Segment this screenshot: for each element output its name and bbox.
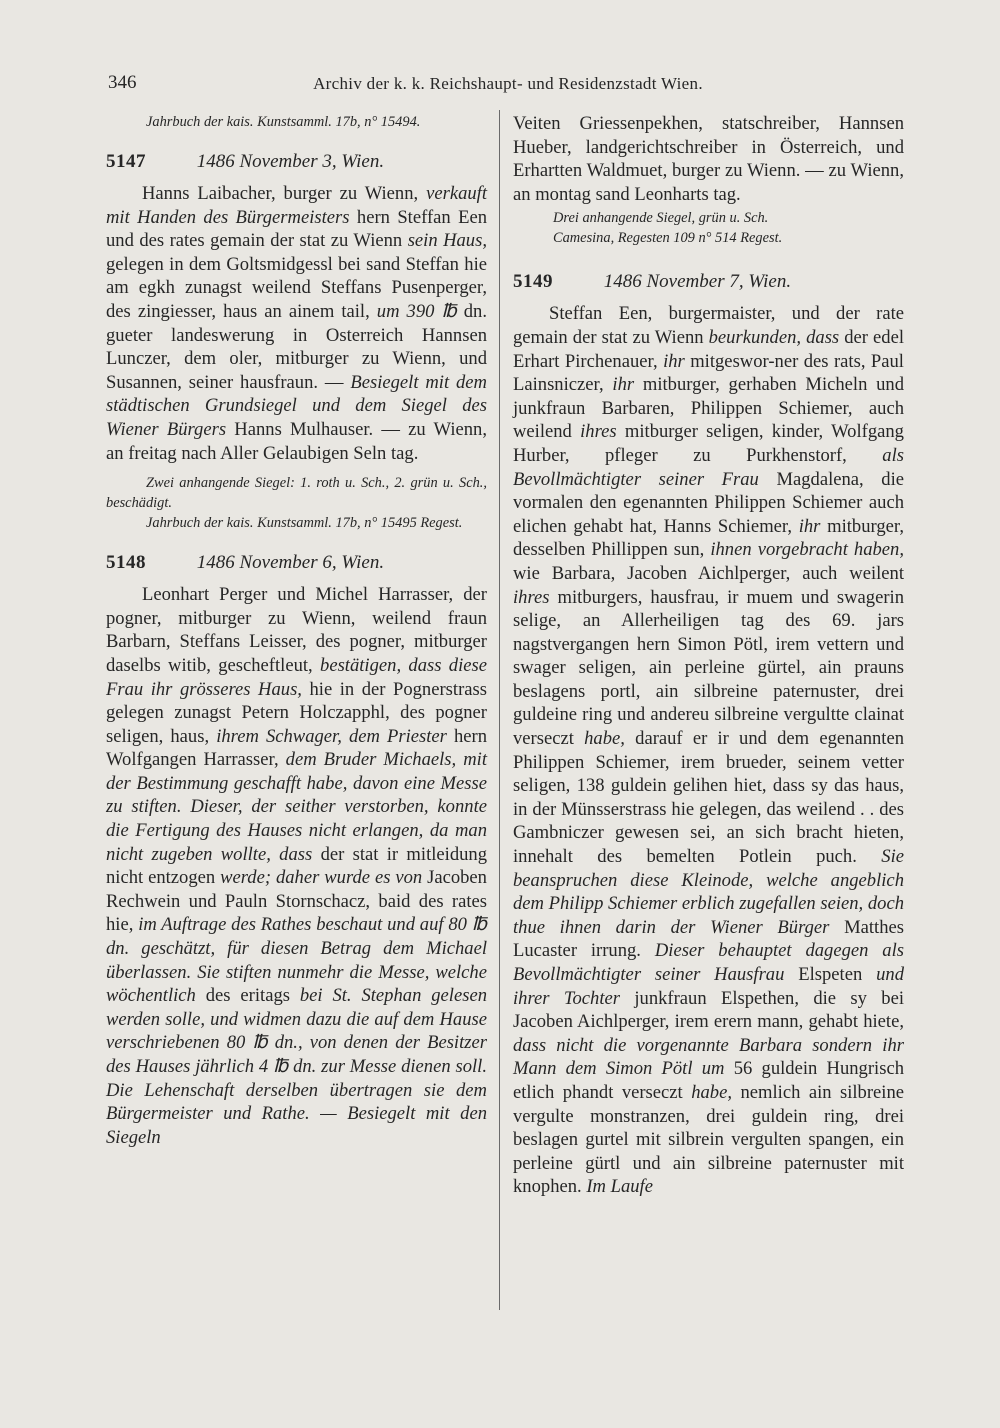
entry-number: 5147 bbox=[106, 151, 146, 172]
entry-text-5149 bbox=[513, 302, 904, 1199]
text-segment-italic: im Auftrage des Rathes beschaut und auf 80 ℔ dn. geschätzt, für diesen Betrag dem Michael überlassen. Sie stiften nunmehr die Messe, welche wöchentlich bbox=[106, 914, 488, 1007]
text-segment: hie in der Pognerstrass gelegen zunagst Petern Holczapphl, des pogner seligen, haus, bbox=[106, 678, 487, 747]
text-segment-italic: Im Laufe bbox=[586, 1176, 653, 1198]
text-segment-italic: habe, bbox=[584, 728, 625, 750]
text-segment: Jacoben Rechwein und Pauln Stornschacz, baid des rates hie, bbox=[106, 867, 487, 936]
text-segment: der edel Erhart Pirchenauer, bbox=[513, 326, 905, 372]
text-segment: der stat ir mitleidung nicht entzogen bbox=[106, 843, 488, 889]
text-segment: dn. gueter landeswerung in Osterreich Hannsen Lunczer, dem oler, mitburger zu Wienn, und Susannen, seiner hausfraun. — bbox=[106, 300, 487, 393]
top-note: Jahrbuch der kais. Kunstsamml. 17b, n° 15494. bbox=[146, 114, 421, 130]
text-segment-italic: dem Bruder Michaels, mit der Bestimmung geschafft habe, davon eine Messe zu stiften. Dieser, der seither verstorben, konnte die Fertigung des Hauses nicht erlangen, da man nicht zugeben wollte, dass bbox=[106, 749, 487, 865]
text-segment-italic: sein Haus, bbox=[407, 230, 487, 252]
text-segment: mitburger, desselben Phillippen sun, bbox=[513, 515, 905, 561]
text-segment-italic: Dieser behauptet dagegen als Bevollmächtigter seiner Hausfrau bbox=[513, 940, 905, 985]
text-segment: Leonhart Perger und Michel Harrasser, der pogner, mitburger zu Wienn, weilend fraun Barbarn, Steffans Leisser, des pogner, mitburger daselbs witib, gescheftleut, bbox=[106, 584, 487, 676]
text-segment-italic: um 390 ℔ bbox=[376, 300, 457, 322]
text-segment: Hanns Mulhauser. — zu Wienn, an freitag nach Aller Gelaubigen Seln tag. bbox=[106, 418, 487, 464]
text-segment: 56 guldein Hungrisch etlich phandt verseczt bbox=[513, 1058, 904, 1103]
text-segment: hern Wolfgangen Harrasser, bbox=[106, 725, 488, 771]
text-segment: Matthes Lucaster irrung. bbox=[513, 916, 904, 962]
text-segment-italic: ihr bbox=[798, 515, 821, 537]
text-segment-italic: ihnen vorgebracht haben, bbox=[710, 539, 905, 561]
text-segment-italic: und ihrer Tochter bbox=[513, 964, 904, 1009]
entry-text-5148-continued bbox=[513, 112, 904, 206]
entry-date: 1486 November 3, Wien. bbox=[196, 151, 385, 172]
page-header bbox=[108, 72, 908, 100]
text-segment-italic: ihr bbox=[612, 374, 635, 396]
text-segment: wie Barbara, Jacoben Aichlperger, auch weilent bbox=[513, 562, 904, 584]
text-segment-italic: habe, bbox=[691, 1081, 732, 1103]
reference-note-5148: Camesina, Regesten 109 n° 514 Regest. bbox=[553, 230, 783, 247]
text-segment-italic: ihrem Schwager, dem Priester bbox=[216, 725, 447, 747]
text-segment-italic: bestätigen, dass diese Frau ihr grösseres Haus, bbox=[106, 654, 487, 700]
text-segment-italic: verkauft mit Handen des Bürgermeisters bbox=[106, 183, 488, 228]
text-segment: darauf er ir und dem egenannten Philippen Schiemer, irem brueder, seinem vetter seligen, 138 guldein gelihen hiet, dass sy das haus, in der Münsserstrass hie gelegen, das weilend . . des Gambniczer gewesen sei, an sich bracht hieten, innehalt des bemelten Potlein puch. bbox=[513, 728, 905, 868]
text-segment: mitburger, gerhaben Micheln und junkfraun Barbaren, Philippen Schiemer, auch weilend bbox=[513, 374, 905, 443]
entry-number: 5149 bbox=[513, 271, 553, 293]
text-segment: gelegen in dem Goltsmidgessl bei sand Steffan hie am egkh zunagst weilend Steffans Pusenperger, des zingiesser, haus an ainem tail, bbox=[106, 253, 487, 322]
seal-note-5147: Zwei anhangende Siegel: 1. roth u. Sch., 2. grün u. Sch., beschädigt. bbox=[106, 475, 487, 512]
entry-date: 1486 November 7, Wien. bbox=[603, 271, 792, 293]
text-segment-italic: werde; daher wurde es von bbox=[220, 867, 423, 889]
text-segment: Magdalena, die vormalen den egenannten Philippen Schiemer auch elichen gehabt hat, Hanns Schiemer, bbox=[513, 468, 904, 537]
running-title: Archiv der k. k. Reichshaupt- und Residenzstadt Wien. bbox=[313, 74, 703, 93]
text-segment-italic: bei St. Stephan gelesen werden solle, und widmen dazu die auf dem Hause verschriebenen 80 ℔ dn., von denen der Besitzer des Hauses jährlich 4 ℔ dn. zur Messe dienen soll. Die Lehenschaft derselben übertragen sie dem Bürgermeister und Rathe. — Besiegelt mit den Siegeln bbox=[106, 985, 487, 1148]
page-number: 346 bbox=[108, 72, 137, 93]
text-segment: nemlich ain silbreine vergulte monstranzen, drei guldein ring, drei beslagen gurtel mit silbrein vergulten spangen, ein perleine gürtl und ain silbreine paternuster mit knophen. bbox=[513, 1081, 905, 1198]
entry-date: 1486 November 6, Wien. bbox=[196, 552, 385, 574]
column-divider bbox=[499, 110, 500, 1310]
seal-note-5148: Drei anhangende Siegel, grün u. Sch. bbox=[553, 210, 769, 227]
entry-heading-5147 bbox=[106, 150, 487, 174]
text-segment: Steffan Een, burgermaister, und der rate gemain der stat zu Wienn bbox=[513, 303, 904, 348]
text-segment-italic: dass nicht die vorgenannte Barbara sondern ihr Mann dem Simon Pötl um bbox=[513, 1034, 904, 1080]
text-segment: mitburger seligen, kinder, Wolfgang Hurber, pfleger zu Purkhenstorf, bbox=[513, 421, 904, 466]
left-column bbox=[106, 112, 487, 1149]
text-segment-italic: ihres bbox=[580, 421, 617, 443]
text-segment: des eritags bbox=[205, 985, 290, 1007]
text-segment: hern Steffan Een und des rates gemain der stat zu Wienn bbox=[106, 206, 487, 252]
text-segment-italic: ihr bbox=[663, 350, 685, 372]
text-segment: Elspeten bbox=[798, 964, 863, 985]
reference-note-5147: Jahrbuch der kais. Kunstsamml. 17b, n° 15495 Regest. bbox=[146, 515, 463, 532]
text-segment-italic: beurkunden, dass bbox=[708, 326, 840, 348]
text-segment: Veiten Griessenpekhen, statschreiber, Hannsen Hueber, landgerichtschreiber in Österreich, und Erhartten Waldmuet, burger zu Wienn. — zu Wienn, an montag sand Leonharts tag. bbox=[513, 113, 904, 205]
text-segment: mitburgers, hausfrau, ir muem und swagerin selige, an Allerheiligen tag des 69. jars nagstvergangen hern Simon Pötl, irem vettern und swager seligen, ain perleine gürtel, ain prauns beslagens portl, ain silbreine paternuster, drei guldeine ring und andereu silbreine vergultte clainat verseczt bbox=[513, 586, 905, 750]
text-segment: Hanns Laibacher, burger zu Wienn, bbox=[142, 183, 419, 204]
text-segment-italic: ihres bbox=[513, 586, 550, 608]
text-segment-italic: Sie beanspruchen diese Kleinode, welche angeblich dem Philipp Schiemer erblich zugefallen seien, doch thue ihnen darin der Wiener Bürger bbox=[513, 846, 904, 938]
text-segment-italic: Besiegelt mit dem städtischen Grundsiegel und dem Siegel des Wiener Bürgers bbox=[106, 371, 487, 440]
entry-heading-5149 bbox=[513, 270, 904, 294]
entry-text-5148 bbox=[106, 583, 487, 1149]
entry-heading-5148 bbox=[106, 551, 487, 575]
text-segment-italic: als Bevollmächtigter seiner Frau bbox=[513, 444, 904, 490]
entry-number: 5148 bbox=[106, 552, 146, 574]
entry-text-5147 bbox=[106, 182, 487, 465]
text-segment: junkfraun Elspethen, die sy bei Jacoben Aichlperger, irem erern mann, gehabt hiete, bbox=[513, 987, 904, 1033]
right-column bbox=[513, 112, 904, 1199]
text-segment: mitgeswor-ner des rats, Paul Lainsniczer, bbox=[513, 350, 904, 396]
